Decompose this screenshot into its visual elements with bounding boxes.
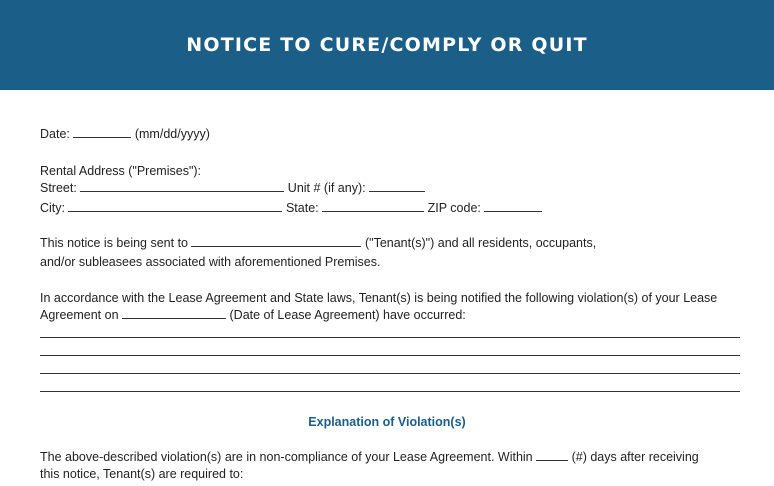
unit-blank[interactable] <box>369 181 425 192</box>
explanation-line2: this notice, Tenant(s) are required to: <box>40 467 244 481</box>
sent-to-row <box>40 236 596 251</box>
explanation-prefix: The above-described violation(s) are in non-compliance of your Lease Agreement. Within <box>40 450 533 464</box>
agreement-on-label: Agreement on <box>40 308 119 322</box>
zip-blank[interactable] <box>484 201 542 212</box>
unit-label: Unit # (if any): <box>287 181 366 195</box>
sent-to-line2: and/or subleasees associated with aforementioned Premises. <box>40 255 381 269</box>
date-row <box>40 127 210 142</box>
state-label: State: <box>285 201 319 215</box>
explanation-suffix: (#) days after receiving <box>571 450 699 464</box>
street-label: Street: <box>40 181 77 195</box>
city-row <box>40 201 542 216</box>
date-label: Date: <box>40 127 70 141</box>
violation-blank-line[interactable] <box>40 373 740 374</box>
city-label: City: <box>40 201 65 215</box>
sent-to-prefix: This notice is being sent to <box>40 236 188 250</box>
zip-label: ZIP code: <box>427 201 481 215</box>
tenant-blank[interactable] <box>191 236 361 247</box>
explanation-title: Explanation of Violation(s) <box>308 415 466 429</box>
date-format-hint: (mm/dd/yyyy) <box>134 127 210 141</box>
city-blank[interactable] <box>68 201 282 212</box>
rental-address-label: Rental Address ("Premises"): <box>40 164 202 178</box>
violation-blank-line[interactable] <box>40 391 740 392</box>
violation-blank-line[interactable] <box>40 355 740 356</box>
agreement-date-suffix: (Date of Lease Agreement) have occurred: <box>229 308 466 322</box>
state-blank[interactable] <box>322 201 424 212</box>
violation-line2 <box>40 308 466 323</box>
violation-line1: In accordance with the Lease Agreement and State laws, Tenant(s) is being notified the following violation(s) of your Lease <box>40 291 718 305</box>
lease-date-blank[interactable] <box>122 308 226 319</box>
days-blank[interactable] <box>536 450 568 461</box>
violation-blank-line[interactable] <box>40 337 740 338</box>
sent-to-suffix: ("Tenant(s)") and all residents, occupants, <box>364 236 597 250</box>
date-blank[interactable] <box>73 127 131 138</box>
street-blank[interactable] <box>80 181 284 192</box>
page-title: NOTICE TO CURE/COMPLY OR QUIT <box>186 34 588 56</box>
explanation-line1 <box>40 450 699 465</box>
street-row <box>40 181 425 196</box>
